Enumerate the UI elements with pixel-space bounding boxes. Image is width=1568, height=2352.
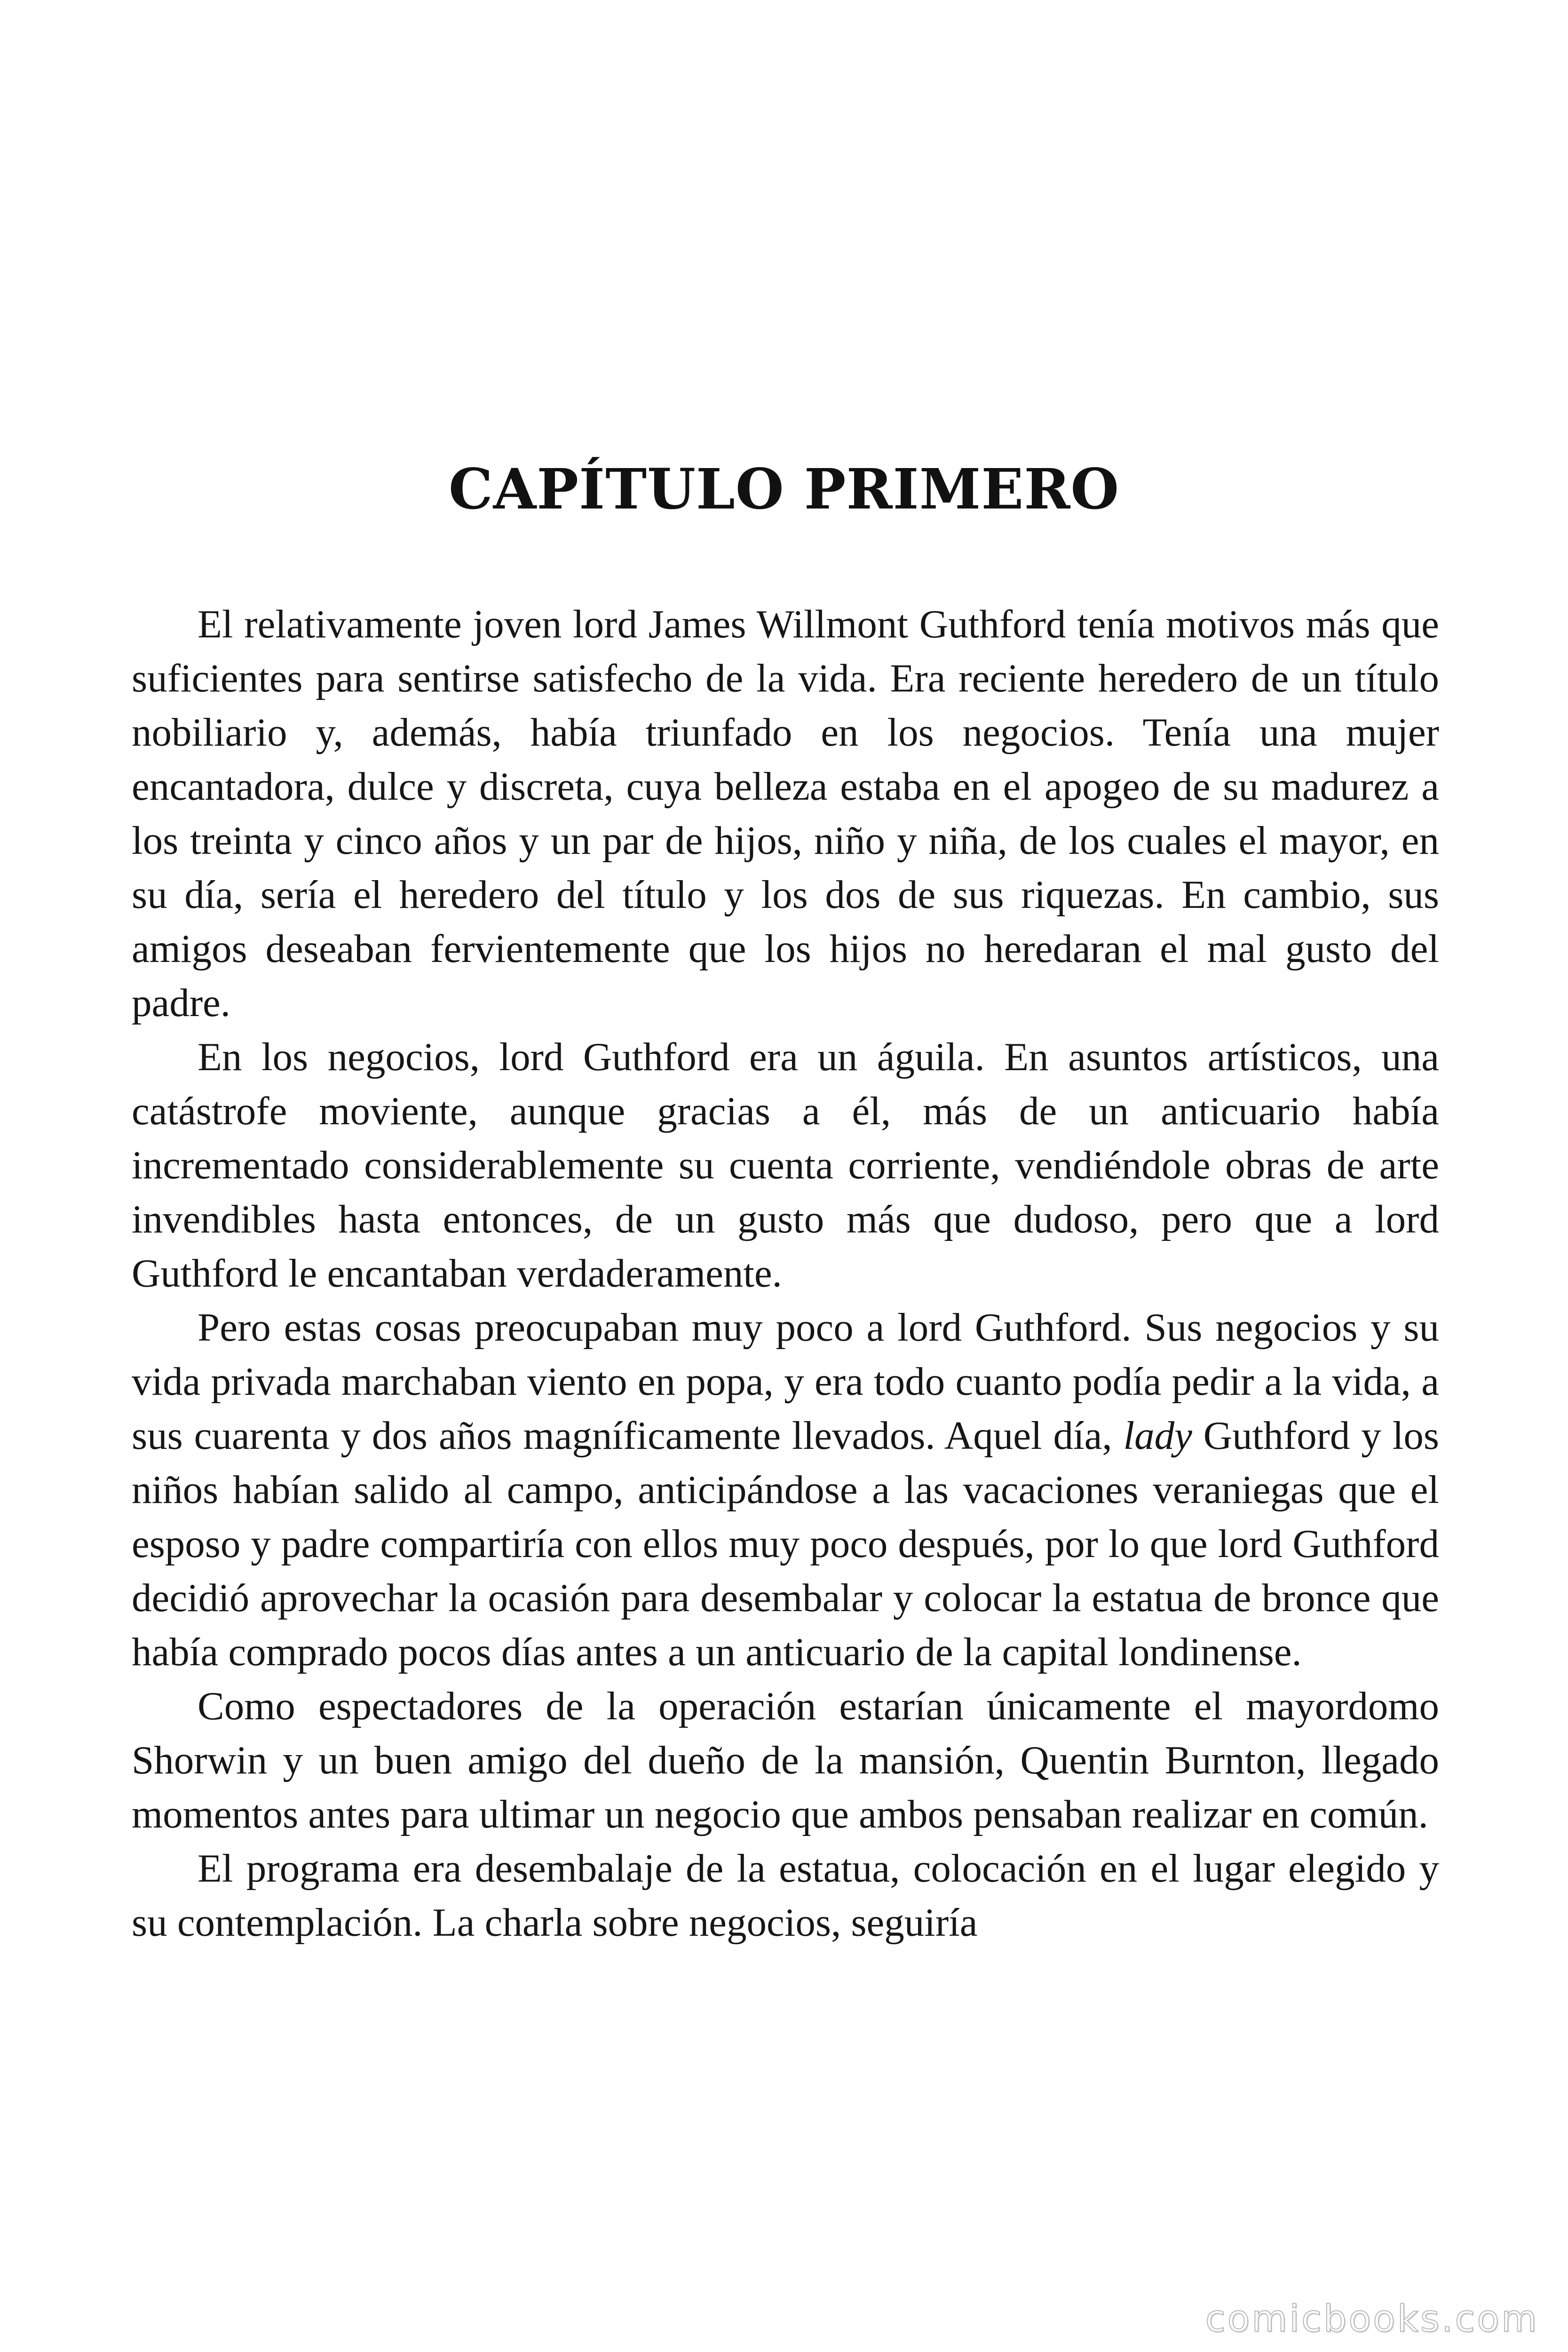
paragraph-1: El relativamente joven lord James Willmont Guthford tenía motivos más que suficientes para sentirse satisfecho de la vida. Era reciente heredero de un título nobiliario y, además, había triunfado en los negocios. Tenía una mujer encantadora, dulce y discreta, cuya belleza estaba en el apogeo de su madurez a los treinta y cinco años y un par de hijos, niño y niña, de los cuales el mayor, en su día, sería el heredero del título y los dos de sus riquezas. En cambio, sus amigos deseaban fervientemente que los hijos no heredaran el mal gusto del padre. (132, 602, 1439, 1025)
chapter-title: CAPÍTULO PRIMERO (448, 456, 1120, 522)
chapter-body (132, 597, 1439, 1950)
paragraph-2: En los negocios, lord Guthford era un águila. En asuntos artísticos, una catástrofe moviente, aunque gracias a él, más de un anticuario había incrementado considerablemente su cuenta corriente, vendiéndole obras de arte invendibles hasta entonces, de un gusto más que dudoso, pero que a lord Guthford le encantaban verdaderamente. (132, 1035, 1439, 1295)
paragraph-3-italic-word: lady (1123, 1414, 1192, 1458)
paragraph-3 (132, 1301, 1439, 1679)
paragraph-3-before: Pero estas cosas preocupaban muy poco a lord Guthford. Sus negocios y su vida privada marchaban viento en popa, y era todo cuanto podía pedir a la vida, a sus cuarenta y dos años magníficamente llevados. Aquel día, (132, 1305, 1439, 1458)
paragraph-3-after: Guthford y los niños habían salido al campo, anticipándose a las vacaciones veraniegas que el esposo y padre compartiría con ellos muy poco después, por lo que lord Guthford decidió aprovechar la ocasión para desembalar y colocar la estatua de bronce que había comprado pocos días antes a un anticuario de la capital londinense. (132, 1414, 1439, 1674)
paragraph-4: Como espectadores de la operación estarían únicamente el mayordomo Shorwin y un buen amigo del dueño de la mansión, Quentin Burnton, llegado momentos antes para ultimar un negocio que ambos pensaban realizar en común. (132, 1684, 1439, 1836)
watermark-text: comicbooks.com (1205, 2298, 1539, 2340)
paragraph-5: El programa era desembalaje de la estatua, colocación en el lugar elegido y su contemplación. La charla sobre negocios, seguiría (132, 1846, 1439, 1945)
